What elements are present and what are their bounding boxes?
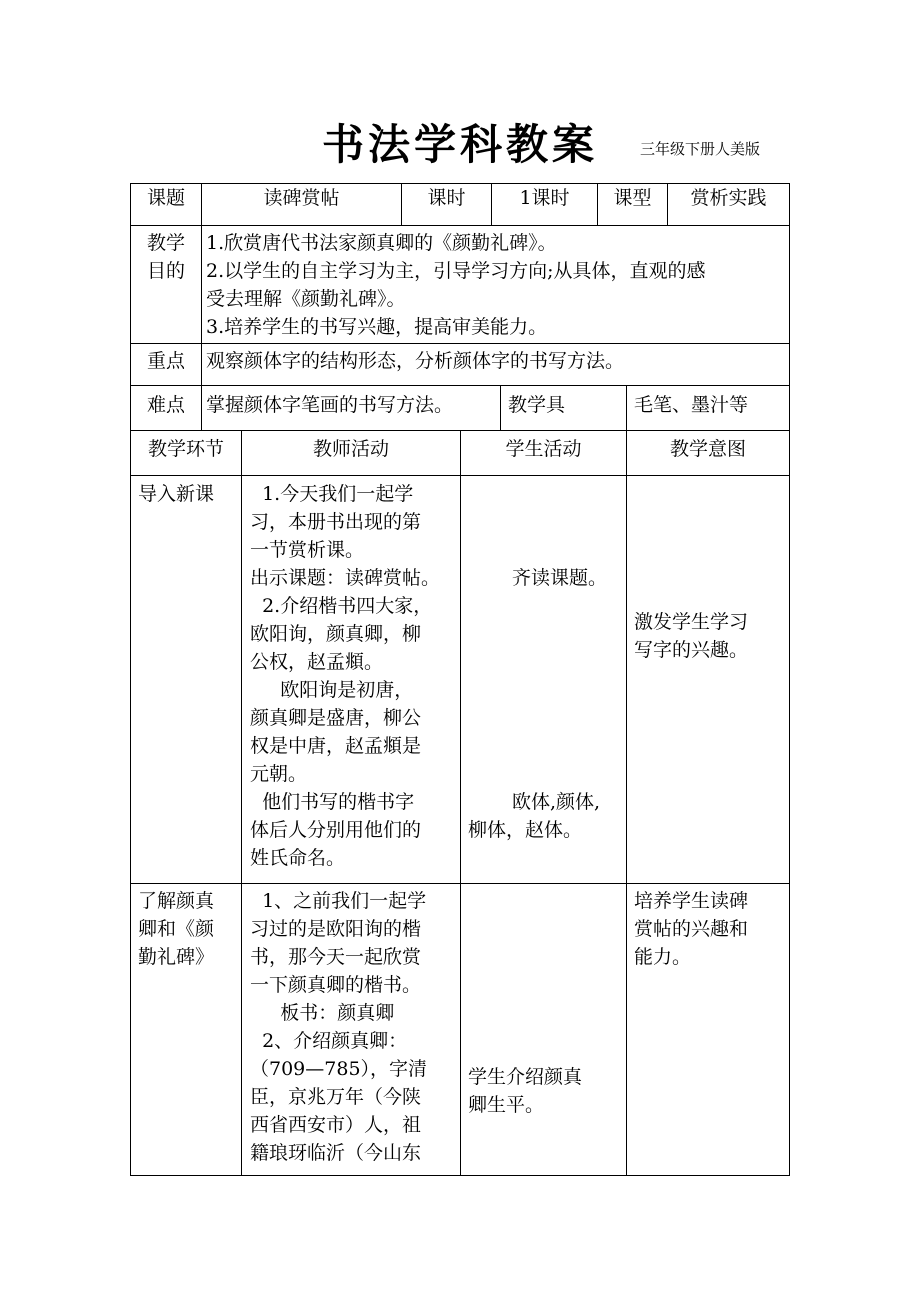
teacher-line: 1、之前我们一起学 xyxy=(250,890,427,912)
teacher-line: 习过的是欧阳询的楷 xyxy=(250,918,422,940)
intent-line: 赏帖的兴趣和 xyxy=(634,918,749,940)
teacher-line: 臣，京兆万年（今陕 xyxy=(250,1086,422,1108)
teacher-line: 出示课题：读碑赏帖。 xyxy=(250,567,441,589)
intent-line: 写字的兴趣。 xyxy=(634,639,749,661)
teacher-line: 一节赏析课。 xyxy=(250,539,365,561)
header-intent: 教学意图 xyxy=(669,438,746,460)
intent-line: 能力。 xyxy=(634,946,692,968)
teacher-line: 习，本册书出现的第 xyxy=(250,511,422,533)
intent-line: 激发学生学习 xyxy=(634,611,749,633)
topic-value: 读碑赏帖 xyxy=(263,187,340,209)
student-activity-line: 卿生平。 xyxy=(468,1094,545,1116)
objective-line: 2.以学生的自主学习为主，引导学习方向;从具体，直观的感 xyxy=(206,260,706,282)
teacher-line: 权是中唐，赵孟頫是 xyxy=(250,735,422,757)
teacher-line: 体后人分别用他们的 xyxy=(250,819,422,841)
teacher-line: 公权，赵孟頫。 xyxy=(250,651,384,673)
objective-line: 3.培养学生的书写兴趣，提高审美能力。 xyxy=(206,316,548,338)
objective-label-1: 教学 xyxy=(146,232,185,254)
student-activity-line: 欧体,颜体, xyxy=(512,791,601,813)
student-activity-line: 柳体，赵体。 xyxy=(468,819,583,841)
teacher-line: 姓氏命名。 xyxy=(250,847,346,869)
objective-label-2: 目的 xyxy=(146,260,185,282)
teacher-line: 他们书写的楷书字 xyxy=(250,791,415,813)
tools-label: 教学具 xyxy=(508,394,566,416)
header-student: 学生活动 xyxy=(505,438,582,460)
teacher-line: 西省西安市）人，祖 xyxy=(250,1114,422,1136)
teacher-line: 欧阳询，颜真卿，柳 xyxy=(250,623,422,645)
key-label: 重点 xyxy=(146,350,185,372)
intent-line: 培养学生读碑 xyxy=(634,890,749,912)
type-label: 课型 xyxy=(613,187,652,209)
key-value: 观察颜体字的结构形态，分析颜体字的书写方法。 xyxy=(206,350,625,372)
tools-value: 毛笔、墨汁等 xyxy=(634,394,749,416)
teacher-line: 颜真卿是盛唐，柳公 xyxy=(250,707,422,729)
period-value: 1课时 xyxy=(519,187,570,209)
teacher-line: 2、介绍颜真卿： xyxy=(250,1030,408,1052)
student-activity-line: 学生介绍颜真 xyxy=(468,1066,583,1088)
objective-line: 1.欣赏唐代书法家颜真卿的《颜勤礼碑》。 xyxy=(206,232,557,254)
header-teacher: 教师活动 xyxy=(312,438,389,460)
teacher-line: 书，那今天一起欣赏 xyxy=(250,946,422,968)
teacher-line: （709—785），字清 xyxy=(250,1058,428,1080)
teacher-line: 元朝。 xyxy=(250,763,308,785)
stage-cell: 卿和《颜 xyxy=(138,918,215,940)
teacher-line: 一下颜真卿的楷书。 xyxy=(250,974,422,996)
teacher-line: 欧阳询是初唐， xyxy=(250,679,414,701)
header-stage: 教学环节 xyxy=(147,438,224,460)
type-value: 赏析实践 xyxy=(690,187,767,209)
teacher-line: 板书：颜真卿 xyxy=(250,1002,395,1024)
difficulty-value: 掌握颜体字笔画的书写方法。 xyxy=(206,394,454,416)
document-title: 书法学科教案 xyxy=(321,120,598,169)
stage-cell: 勤礼碑》 xyxy=(138,946,215,968)
objective-line: 受去理解《颜勤礼碑》。 xyxy=(206,288,406,310)
stage-cell: 导入新课 xyxy=(138,483,215,505)
teacher-line: 2.介绍楷书四大家， xyxy=(250,595,433,617)
document-subtitle: 三年级下册人美版 xyxy=(640,140,761,158)
student-activity-line: 齐读课题。 xyxy=(512,567,608,589)
stage-cell: 了解颜真 xyxy=(138,890,215,912)
teacher-line: 1.今天我们一起学 xyxy=(250,483,414,505)
period-label: 课时 xyxy=(427,187,466,209)
difficulty-label: 难点 xyxy=(146,394,185,416)
topic-label: 课题 xyxy=(146,187,185,209)
teacher-line: 籍琅玡临沂（今山东 xyxy=(250,1142,422,1164)
